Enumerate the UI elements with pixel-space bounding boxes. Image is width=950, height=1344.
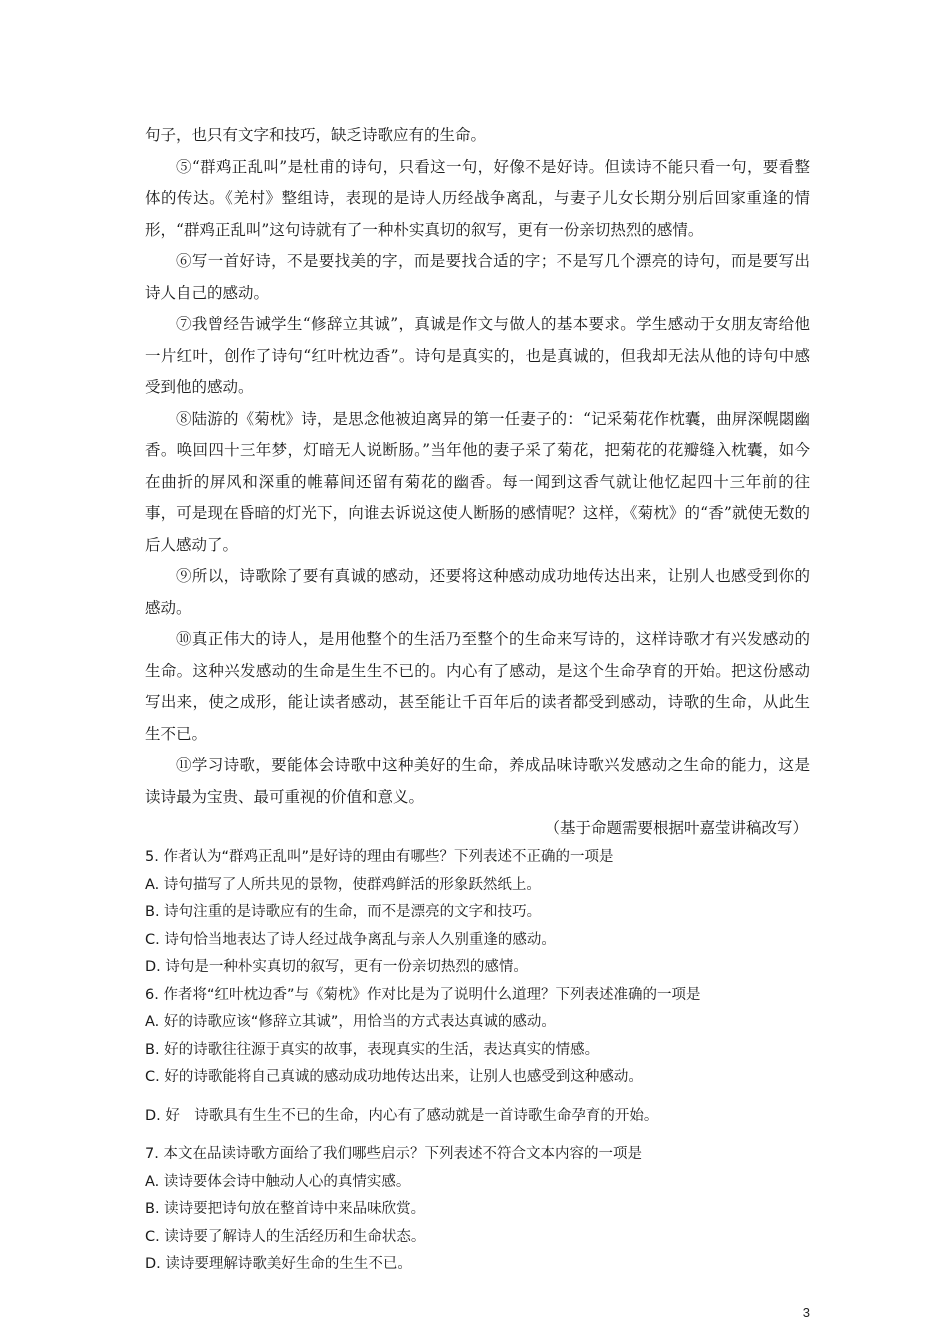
question-stem: 6. 作者将“红叶枕边香”与《菊枕》作对比是为了说明什么道理？下列表述准确的一项是	[145, 986, 701, 1003]
passage-paragraph: ⑥写一首好诗，不是要找美的字，而是要找合适的字；不是写几个漂亮的诗句，而是要写出诗人自己的感动。	[145, 252, 810, 302]
passage-paragraph: 句子，也只有文字和技巧，缺乏诗歌应有的生命。	[145, 126, 487, 144]
passage-paragraph: ⑨所以，诗歌除了要有真诚的感动，还要将这种感动成功地传达出来，让别人也感受到你的感动。	[145, 567, 810, 617]
question-6	[145, 982, 810, 1131]
answer-option-b: B. 诗句注重的是诗歌应有的生命，而不是漂亮的文字和技巧。	[145, 904, 542, 920]
answer-option-b: B. 好的诗歌往往源于真实的故事，表现真实的生活，表达真实的情感。	[145, 1041, 600, 1058]
source-note: （基于命题需要根据叶嘉莹讲稿改写）	[544, 819, 808, 837]
answer-option-c: C. 读诗要了解诗人的生活经历和生命状态。	[145, 1228, 426, 1245]
question-stem: 5. 作者认为“群鸡正乱叫”是好诗的理由有哪些？下列表述不正确的一项是	[145, 849, 614, 865]
answer-option-d: D. 读诗要理解诗歌美好生命的生生不已。	[145, 1256, 412, 1272]
question-5	[145, 844, 810, 982]
question-7	[145, 1141, 810, 1279]
reading-passage	[145, 120, 810, 813]
passage-paragraph: ⑤“群鸡正乱叫”是杜甫的诗句，只看这一句，好像不是好诗。但读诗不能只看一句，要看整体的传达。《羌村》整组诗，表现的是诗人历经战争离乱，与妻子儿女长期分别后回家重逢的情形，“群鸡正乱叫”这句诗就有了一种朴实真切的叙写，更有一份亲切热烈的感情。	[145, 157, 810, 239]
passage-paragraph: ⑪学习诗歌，要能体会诗歌中这种美好的生命，养成品味诗歌兴发感动之生命的能力，这是读诗最为宝贵、最可重视的价值和意义。	[145, 756, 810, 806]
page-content	[145, 120, 810, 1279]
passage-paragraph: ⑩真正伟大的诗人，是用他整个的生活乃至整个的生命来写诗的，这样诗歌才有兴发感动的生命。这种兴发感动的生命是生生不已的。内心有了感动，是这个生命孕育的开始。把这份感动写出来，使之成形，能让读者感动，甚至能让千百年后的读者都受到感动，诗歌的生命，从此生生不已。	[145, 630, 810, 743]
answer-option-c: C. 诗句恰当地表达了诗人经过战争离乱与亲人久别重逢的感动。	[145, 931, 556, 948]
answer-option-a: A. 好的诗歌应该“修辞立其诚”，用恰当的方式表达真诚的感动。	[145, 1014, 556, 1030]
answer-option-a: A. 诗句描写了人所共见的景物，使群鸡鲜活的形象跃然纸上。	[145, 876, 541, 893]
answer-option-b: B. 读诗要把诗句放在整首诗中来品味欣赏。	[145, 1201, 426, 1217]
answer-option-d: D. 诗句是一种朴实真切的叙写，更有一份亲切热烈的感情。	[145, 959, 528, 975]
answer-option-d: D. 好 诗歌具有生生不已的生命，内心有了感动就是一首诗歌生命孕育的开始。	[145, 1107, 659, 1124]
answer-option-c: C. 好的诗歌能将自己真诚的感动成功地传达出来，让别人也感受到这种感动。	[145, 1069, 643, 1085]
answer-option-a: A. 读诗要体会诗中触动人心的真情实感。	[145, 1173, 411, 1190]
question-stem: 7. 本文在品读诗歌方面给了我们哪些启示？下列表述不符合文本内容的一项是	[145, 1146, 642, 1162]
passage-paragraph: ⑦我曾经告诫学生“修辞立其诚”，真诚是作文与做人的基本要求。学生感动于女朋友寄给他一片红叶，创作了诗句“红叶枕边香”。诗句是真实的，也是真诚的，但我却无法从他的诗句中感受到他的感动。	[145, 315, 810, 396]
passage-paragraph: ⑧陆游的《菊枕》诗，是思念他被迫离异的第一任妻子的：“记采菊花作枕囊，曲屏深幌閟幽香。唤回四十三年梦，灯暗无人说断肠。”当年他的妻子采了菊花，把菊花的花瓣缝入枕囊，如今在曲折的屏风和深重的帷幕间还留有菊花的幽香。每一闻到这香气就让他忆起四十三年前的往事，可是现在昏暗的灯光下，向谁去诉说这使人断肠的感情呢？这样，《菊枕》的“香”就使无数的后人感动了。	[145, 409, 810, 554]
page-number: 3	[802, 1305, 810, 1320]
